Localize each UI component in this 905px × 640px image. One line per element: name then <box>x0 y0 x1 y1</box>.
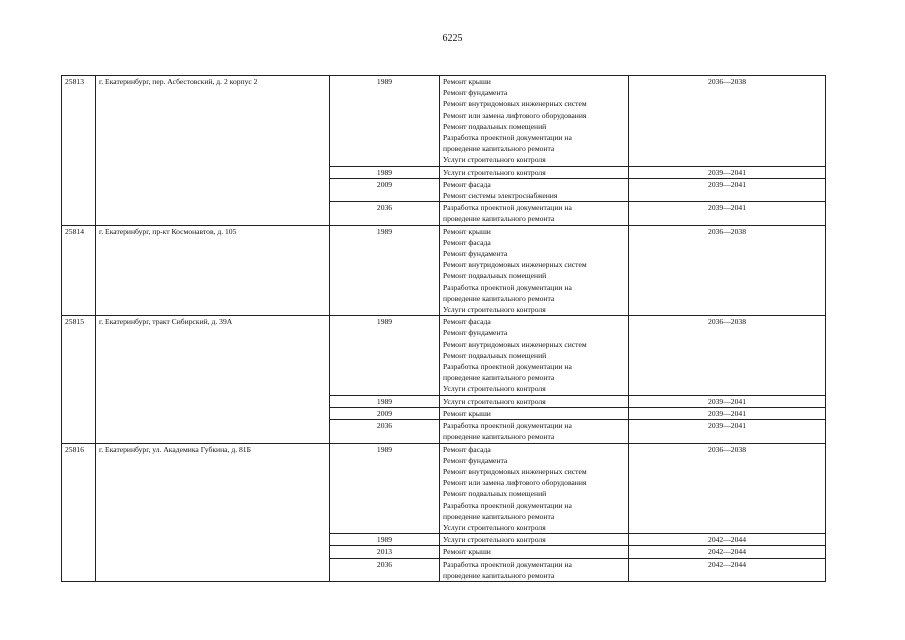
year-cell: 1989 <box>330 395 440 407</box>
period-cell: 2036—2038 <box>629 443 826 534</box>
work-item: Ремонт крыши <box>443 77 491 86</box>
year-cell: 2036 <box>330 558 440 581</box>
work-item: Ремонт фундамента <box>443 249 508 259</box>
address-cell: г. Екатеринбург, пер. Асбестовский, д. 2 корпус 2 <box>96 76 330 226</box>
work-item: Ремонт фундамента <box>443 455 508 465</box>
table-row <box>62 443 826 534</box>
works-cell <box>440 443 629 534</box>
table-row <box>62 76 826 167</box>
work-item: Ремонт фасада <box>443 237 491 247</box>
period-cell: 2036—2038 <box>629 76 826 167</box>
work-item: Разработка проектной документации на <box>443 500 572 510</box>
work-item: Ремонт внутридомовых инженерных систем <box>443 466 587 476</box>
work-item: Разработка проектной документации на <box>443 559 572 569</box>
year-cell: 2036 <box>330 420 440 443</box>
table-row <box>62 225 826 316</box>
period-cell: 2039—2041 <box>629 420 826 443</box>
work-item: Разработка проектной документации на <box>443 362 572 372</box>
works-cell <box>440 316 629 395</box>
year-cell: 2013 <box>330 546 440 558</box>
house-number-cell: 25814 <box>62 225 96 316</box>
house-number-cell: 25815 <box>62 316 96 443</box>
repair-schedule-table <box>61 75 826 582</box>
work-item: Ремонт фасада <box>443 179 491 189</box>
work-item: проведение капитального ремонта <box>443 511 555 521</box>
work-item: Ремонт крыши <box>443 408 491 418</box>
work-item: Услуги строительного контроля <box>443 522 546 532</box>
period-cell: 2042—2044 <box>629 558 826 581</box>
work-item: Ремонт внутридомовых инженерных систем <box>443 260 587 270</box>
period-cell: 2039—2041 <box>629 178 826 201</box>
period-cell: 2042—2044 <box>629 546 826 558</box>
work-item: Ремонт крыши <box>443 547 491 557</box>
works-cell <box>440 407 629 419</box>
work-item: Услуги строительного контроля <box>443 155 546 165</box>
work-item: Ремонт подвальных помещений <box>443 350 547 360</box>
works-cell <box>440 166 629 178</box>
work-item: проведение капитального ремонта <box>443 293 555 303</box>
works-cell <box>440 225 629 316</box>
works-cell <box>440 395 629 407</box>
year-cell: 1989 <box>330 76 440 167</box>
work-item: Ремонт фундамента <box>443 328 508 338</box>
work-item: Услуги строительного контроля <box>443 384 546 394</box>
period-cell: 2036—2038 <box>629 225 826 316</box>
work-item: Ремонт внутридомовых инженерных систем <box>443 339 587 349</box>
work-item: Услуги строительного контроля <box>443 167 546 177</box>
address-cell: г. Екатеринбург, пр-кт Космонавтов, д. 105 <box>96 225 330 316</box>
period-cell: 2039—2041 <box>629 407 826 419</box>
work-item: Ремонт фасада <box>443 444 491 454</box>
works-cell <box>440 178 629 201</box>
period-cell: 2039—2041 <box>629 202 826 225</box>
work-item: Услуги строительного контроля <box>443 305 546 315</box>
year-cell: 2009 <box>330 407 440 419</box>
work-item: Ремонт или замена лифтового оборудования <box>443 110 587 120</box>
table-body <box>62 76 826 582</box>
year-cell: 1989 <box>330 166 440 178</box>
year-cell: 2036 <box>330 202 440 225</box>
work-item: Разработка проектной документации на <box>443 203 572 213</box>
work-item: Ремонт подвальных помещений <box>443 121 547 131</box>
work-item: Разработка проектной документации на <box>443 421 572 431</box>
work-item: проведение капитального ремонта <box>443 432 555 442</box>
period-cell: 2036—2038 <box>629 316 826 395</box>
work-item: Ремонт подвальных помещений <box>443 271 547 281</box>
period-cell: 2039—2041 <box>629 166 826 178</box>
work-item: Ремонт крыши <box>443 226 491 236</box>
year-cell: 1989 <box>330 534 440 546</box>
work-item: Ремонт внутридомовых инженерных систем <box>443 99 587 109</box>
address-cell: г. Екатеринбург, ул. Академика Губкина, д. 81Б <box>96 443 330 581</box>
year-cell: 2009 <box>330 178 440 201</box>
work-item: проведение капитального ремонта <box>443 373 555 383</box>
works-cell <box>440 76 629 167</box>
works-cell <box>440 546 629 558</box>
year-cell: 1989 <box>330 443 440 534</box>
work-item: Ремонт или замена лифтового оборудования <box>443 478 587 488</box>
works-cell <box>440 558 629 581</box>
table-row <box>62 316 826 395</box>
house-number-cell: 25816 <box>62 443 96 581</box>
year-cell: 1989 <box>330 316 440 395</box>
address-cell: г. Екатеринбург, тракт Сибирский, д. 39А <box>96 316 330 443</box>
work-item: Ремонт системы электроснабжения <box>443 191 558 201</box>
works-cell <box>440 420 629 443</box>
work-item: Ремонт фундамента <box>443 88 508 98</box>
period-cell: 2042—2044 <box>629 534 826 546</box>
work-item: проведение капитального ремонта <box>443 214 555 224</box>
work-item: Ремонт подвальных помещений <box>443 489 547 499</box>
work-item: проведение капитального ремонта <box>443 570 555 580</box>
work-item: Разработка проектной документации на <box>443 282 572 292</box>
house-number-cell: 25813 <box>62 76 96 226</box>
page-number: 6225 <box>442 33 463 44</box>
work-item: проведение капитального ремонта <box>443 144 555 154</box>
works-cell <box>440 202 629 225</box>
work-item: Услуги строительного контроля <box>443 396 546 406</box>
work-item: Ремонт фасада <box>443 317 491 327</box>
works-cell <box>440 534 629 546</box>
work-item: Разработка проектной документации на <box>443 133 572 143</box>
year-cell: 1989 <box>330 225 440 316</box>
period-cell: 2039—2041 <box>629 395 826 407</box>
work-item: Услуги строительного контроля <box>443 535 546 545</box>
